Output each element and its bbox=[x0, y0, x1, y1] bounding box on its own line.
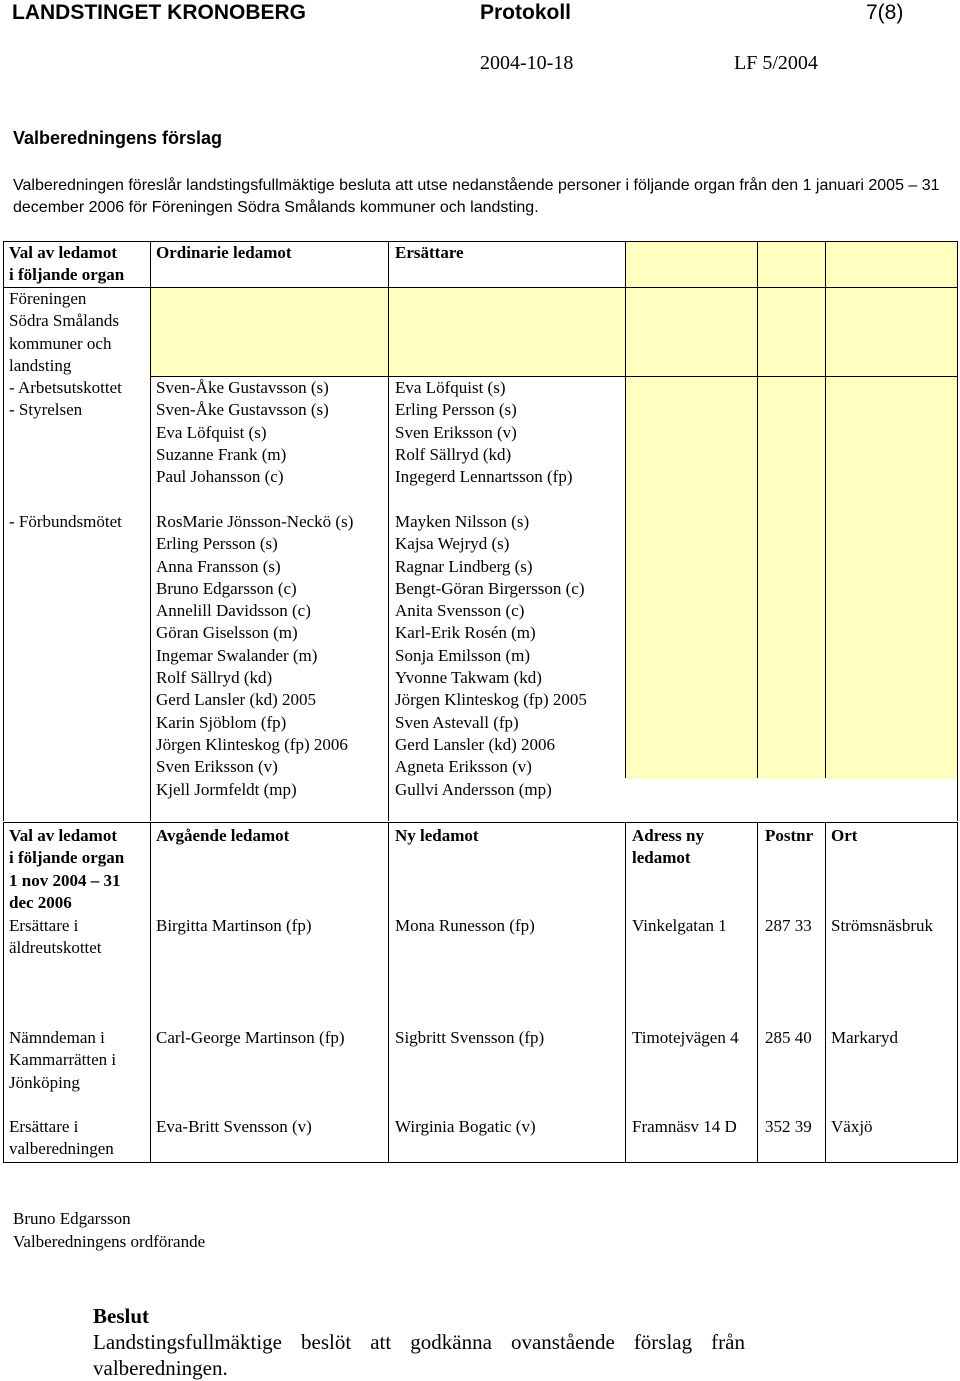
header-organ-2: Val av ledamot i följande organ 1 nov 2004 – 31 dec 2006 bbox=[9, 826, 125, 912]
list-ordinarie-styrelse: Sven-Åke Gustavsson (s) Sven-Åke Gustavsson (s) Eva Löfquist (s) Suzanne Frank (m) Paul Johansson (c) bbox=[156, 378, 329, 487]
header-ordinarie: Ordinarie ledamot bbox=[156, 243, 292, 262]
table-cell-postnr: 285 40 bbox=[765, 1028, 812, 1047]
signature-name: Bruno Edgarsson bbox=[13, 1209, 131, 1228]
table-cell-ort: Markaryd bbox=[831, 1028, 899, 1047]
label-forbundsmotet: - Förbundsmötet bbox=[9, 512, 122, 531]
decision-text: Landstingsfullmäktige beslöt att godkänna ovanstående förslag från valberedningen. bbox=[93, 1330, 745, 1380]
organization-name: Föreningen Södra Smålands kommuner och landsting - Arbetsutskottet - Styrelsen bbox=[9, 289, 122, 420]
empty-cell bbox=[758, 242, 825, 287]
section-title: Valberedningens förslag bbox=[13, 128, 223, 148]
header-adress: Adress ny ledamot bbox=[632, 826, 704, 868]
header-ny: Ny ledamot bbox=[395, 826, 479, 845]
empty-cell bbox=[826, 377, 957, 779]
signature-title: Valberedningens ordförande bbox=[13, 1231, 206, 1251]
table-cell-adress: Timotejvägen 4 bbox=[632, 1028, 739, 1047]
empty-cell bbox=[758, 288, 825, 376]
org-name: LANDSTINGET KRONOBERG bbox=[12, 1, 306, 24]
signature bbox=[13, 1208, 205, 1253]
table-cell-ny: Mona Runesson (fp) bbox=[395, 916, 535, 935]
table-cell-avgaende: Eva-Britt Svensson (v) bbox=[156, 1117, 312, 1136]
header-ort: Ort bbox=[831, 826, 858, 845]
header-postnr: Postnr bbox=[765, 826, 814, 845]
doc-type: Protokoll bbox=[480, 1, 572, 24]
table-cell-avgaende: Birgitta Martinson (fp) bbox=[156, 916, 312, 935]
table-cell-ny: Wirginia Bogatic (v) bbox=[395, 1117, 536, 1136]
table-cell-avgaende: Carl-George Martinson (fp) bbox=[156, 1028, 345, 1047]
doc-date: 2004-10-18 bbox=[480, 52, 574, 74]
table-cell-postnr: 352 39 bbox=[765, 1117, 812, 1136]
list-ersattare-styrelse: Eva Löfquist (s) Erling Persson (s) Sven Eriksson (v) Rolf Sällryd (kd) Ingegerd Lennartsson (fp) bbox=[395, 378, 573, 487]
table-row-organ: Nämndeman i Kammarrätten i Jönköping bbox=[9, 1028, 117, 1092]
empty-cell bbox=[826, 288, 957, 376]
empty-cell bbox=[389, 288, 625, 376]
page-number: 7(8) bbox=[866, 1, 904, 24]
header-organ: Val av ledamot i följande organ bbox=[9, 243, 125, 285]
empty-cell bbox=[626, 242, 757, 287]
table-cell-ort: Växjö bbox=[831, 1117, 873, 1136]
table-cell-adress: Framnäsv 14 D bbox=[632, 1117, 737, 1136]
table-row-organ: Ersättare i äldreutskottet bbox=[9, 916, 102, 958]
empty-cell bbox=[758, 377, 825, 779]
empty-cell bbox=[151, 288, 388, 376]
list-ordinarie-forbundsmote: RosMarie Jönsson-Neckö (s) Erling Persson (s) Anna Fransson (s) Bruno Edgarsson (c) Annelill Davidsson (c) Göran Giselsson (m) Ingemar Swalander (m) Rolf Sällryd (kd) Gerd Lansler (kd) 2005 Karin Sjöblom (fp) Jörgen Klinteskog (fp) 2006 Sven Eriksson (v) Kjell Jormfeldt (mp) bbox=[156, 512, 354, 799]
intro-paragraph: Valberedningen föreslår landstingsfullmäktige besluta att utse nedanstående personer i följande organ från den 1 januari 2005 – 31 december 2006 för Föreningen Södra Smålands kommuner och landsting. bbox=[13, 177, 940, 216]
header-ersattare: Ersättare bbox=[395, 243, 464, 262]
decision-title: Beslut bbox=[93, 1304, 150, 1328]
table-cell-postnr: 287 33 bbox=[765, 916, 812, 935]
table-cell-ort: Strömsnäsbruk bbox=[831, 916, 933, 935]
table-cell-adress: Vinkelgatan 1 bbox=[632, 916, 727, 935]
empty-cell bbox=[826, 242, 957, 287]
list-ersattare-forbundsmote: Mayken Nilsson (s) Kajsa Wejryd (s) Ragnar Lindberg (s) Bengt-Göran Birgersson (c) Anita Svensson (c) Karl-Erik Rosén (m) Sonja Emilsson (m) Yvonne Takwam (kd) Jörgen Klinteskog (fp) 2005 Sven Astevall (fp) Gerd Lansler (kd) 2006 Agneta Eriksson (v) Gullvi Andersson (mp) bbox=[395, 512, 587, 799]
empty-cell bbox=[626, 288, 757, 376]
header-avgaende: Avgående ledamot bbox=[156, 826, 290, 845]
table-row-organ: Ersättare i valberedningen bbox=[9, 1117, 114, 1159]
table-cell-ny: Sigbritt Svensson (fp) bbox=[395, 1028, 545, 1047]
doc-ref: LF 5/2004 bbox=[734, 52, 818, 74]
decision bbox=[93, 1303, 745, 1381]
empty-cell bbox=[626, 377, 757, 779]
